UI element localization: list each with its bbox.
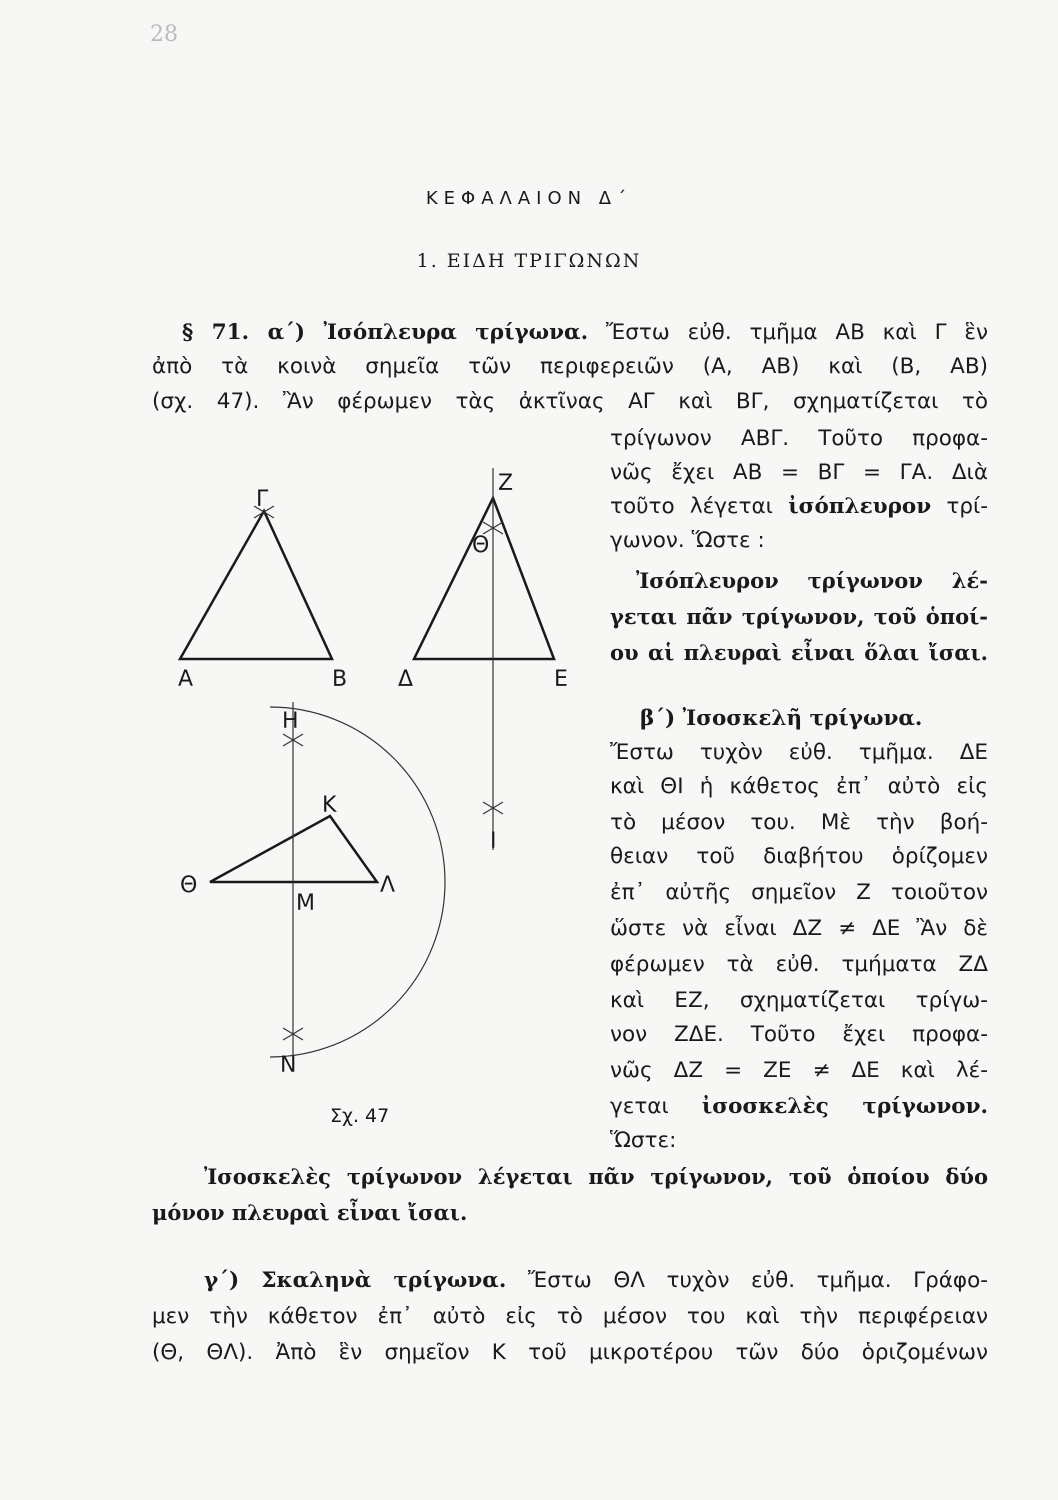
label-k: Κ bbox=[322, 793, 337, 818]
label-h: Η bbox=[282, 709, 299, 734]
par-b-line-12: Ὥστε: bbox=[610, 1128, 677, 1153]
definition-b-line-1: Ἰσοσκελὲς τρίγωνον λέγεται πᾶν τρίγωνον, τοῦ ὁποίου δύο bbox=[204, 1164, 988, 1189]
par-c-line-3: (Θ, ΘΛ). Ἀπὸ ἓν σημεῖον Κ τοῦ μικροτέρου τῶν δύο ὁριζομένων bbox=[152, 1340, 988, 1365]
definition-a-line-3: ου αἱ πλευραὶ εἶναι ὅλαι ἴσαι. bbox=[610, 640, 988, 665]
par-b-line-8: καὶ ΕΖ, σχηματίζεται τρίγω- bbox=[610, 988, 988, 1013]
par-a-line-6: τοῦτο λέγεται ἰσόπλευρον τρί- bbox=[610, 494, 988, 519]
definition-a-line-2: γεται πᾶν τρίγωνον, τοῦ ὁποί- bbox=[610, 604, 988, 629]
par-b-heading: β΄) Ἰσοσκελῆ τρίγωνα. bbox=[640, 706, 923, 731]
par-a-line-2: ἀπὸ τὰ κοινὰ σημεῖα τῶν περιφερειῶν (Α, ΑΒ) καὶ (Β, ΑΒ) bbox=[152, 354, 988, 379]
par-c-line-2: μεν τὴν κάθετον ἐπ᾽ αὐτὸ εἰς τὸ μέσον του καὶ τὴν περιφέρειαν bbox=[152, 1304, 988, 1329]
figure-47-drawing bbox=[150, 460, 610, 1160]
par-a-line-3: (σχ. 47). Ἂν φέρωμεν τὰς ἀκτῖνας ΑΓ καὶ ΒΓ, σχηματίζεται τὸ bbox=[152, 389, 988, 414]
figure-caption: Σχ. 47 bbox=[330, 1105, 390, 1127]
par-a-heading: § 71. α΄) Ἰσόπλευρα τρίγωνα. bbox=[182, 320, 589, 345]
label-b: Β bbox=[332, 667, 348, 692]
par-b-line-9: νον ΖΔΕ. Τοῦτο ἔχει προφα- bbox=[610, 1022, 988, 1047]
par-b-line-4: θειαν τοῦ διαβήτου ὁρίζομεν bbox=[610, 844, 988, 869]
label-th: Θ bbox=[472, 533, 490, 558]
definition-a-line-1: Ἰσόπλευρον τρίγωνον λέ- bbox=[636, 568, 988, 593]
page-number: 28 bbox=[150, 22, 178, 47]
par-b-line-3: τὸ μέσον του. Μὲ τὴν βοή- bbox=[610, 810, 988, 835]
par-b-line-1: Ἔστω τυχὸν εὐθ. τμῆμα. ΔΕ bbox=[610, 740, 988, 765]
label-e: Ε bbox=[554, 667, 568, 692]
label-l: Λ bbox=[380, 873, 396, 898]
par-c-line-1: γ΄) Σκαληνὰ τρίγωνα. Ἔστω ΘΛ τυχὸν εὐθ. τμῆμα. Γράφο- bbox=[204, 1268, 988, 1293]
label-n: Ν bbox=[280, 1053, 297, 1078]
label-i: Ι bbox=[490, 829, 497, 854]
par-b-line-7: φέρωμεν τὰ εὐθ. τμήματα ΖΔ bbox=[610, 952, 988, 977]
par-b-line-5: ἐπ᾽ αὐτῆς σημεῖον Ζ τοιοῦτον bbox=[610, 880, 988, 905]
definition-b-line-2: μόνον πλευραὶ εἶναι ἴσαι. bbox=[152, 1200, 468, 1225]
label-g: Γ bbox=[256, 487, 269, 512]
label-z: Ζ bbox=[498, 471, 514, 496]
par-b-line-2: καὶ ΘΙ ἡ κάθετος ἐπ᾽ αὐτὸ εἰς bbox=[610, 774, 988, 799]
chapter-heading: ΚΕΦΑΛΑΙΟΝ Δ΄ bbox=[425, 188, 633, 209]
par-a-line-1: § 71. α΄) Ἰσόπλευρα τρίγωνα. Ἔστω εὐθ. τμῆμα ΑΒ καὶ Γ ἓν bbox=[182, 320, 988, 345]
par-c-heading: γ΄) Σκαληνὰ τρίγωνα. bbox=[204, 1268, 507, 1293]
par-a-line-5: νῶς ἔχει ΑΒ = ΒΓ = ΓΑ. Διὰ bbox=[610, 460, 988, 485]
figure-47 bbox=[150, 460, 610, 1160]
term-isoskeles: ἰσοσκελὲς τρίγωνον. bbox=[701, 1094, 988, 1119]
par-a-line-7: γωνον. Ὥστε : bbox=[610, 528, 765, 553]
section-title: 1. ΕΙΔΗ ΤΡΙΓΩΝΩΝ bbox=[416, 250, 642, 272]
par-b-line-10: νῶς ΔΖ = ΖΕ ≠ ΔΕ καὶ λέ- bbox=[610, 1058, 988, 1083]
term-isopleuron: ἰσόπλευρον bbox=[788, 494, 932, 519]
label-th-2: Θ bbox=[180, 873, 198, 898]
par-a-line-4: τρίγωνον ΑΒΓ. Τοῦτο προφα- bbox=[610, 426, 988, 451]
equilateral-triangle bbox=[180, 511, 332, 659]
label-m: Μ bbox=[296, 891, 315, 916]
label-d: Δ bbox=[398, 667, 414, 692]
label-a: Α bbox=[178, 667, 194, 692]
par-b-line-11: γεται ἰσοσκελὲς τρίγωνον. bbox=[610, 1094, 988, 1119]
par-b-line-6: ὥστε νὰ εἶναι ΔΖ ≠ ΔΕ Ἂν δὲ bbox=[610, 916, 988, 941]
